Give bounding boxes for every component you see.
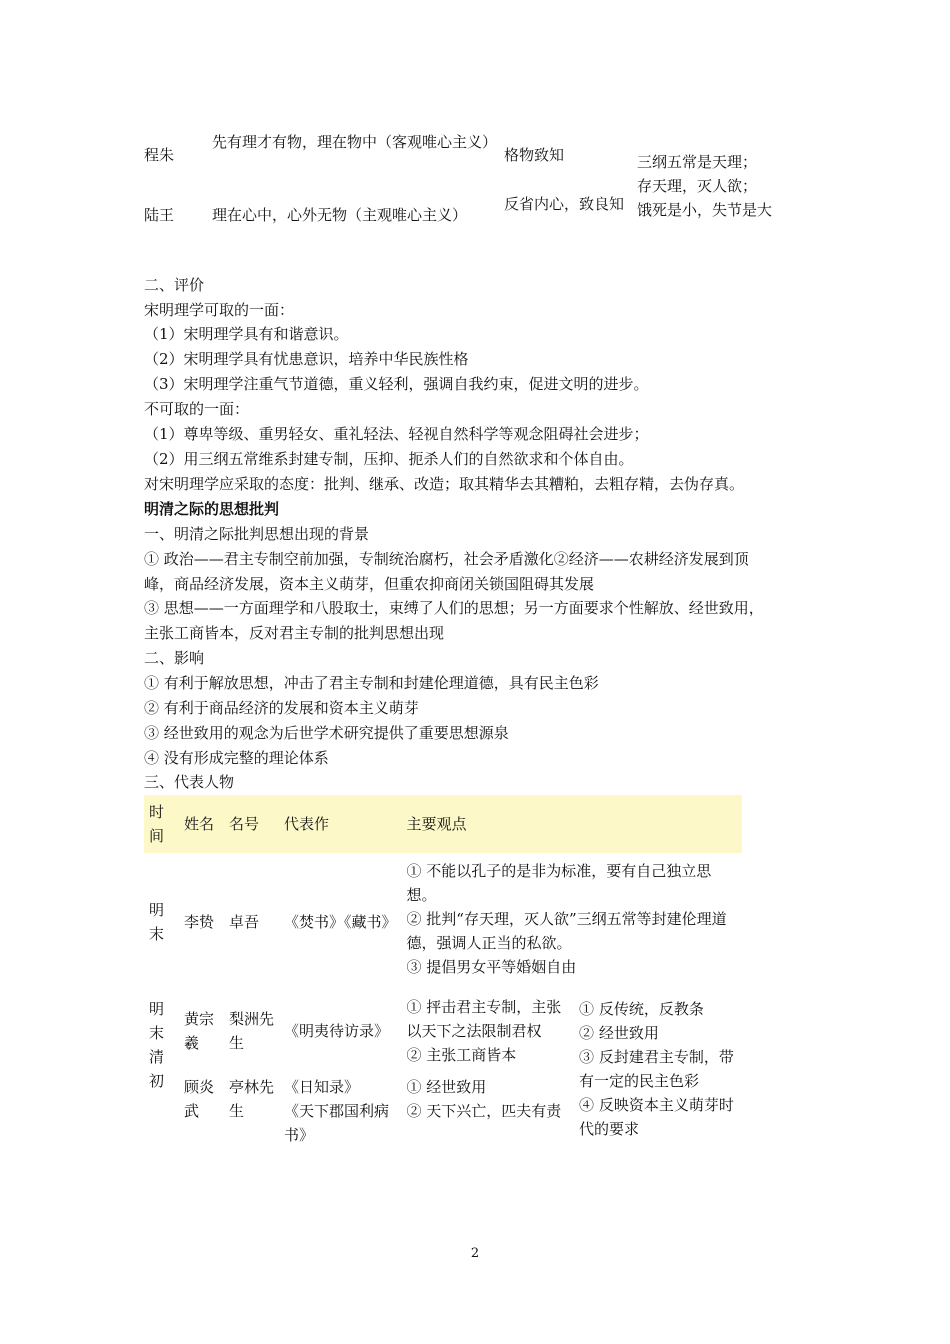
text-line: ③ 思想——一方面理学和八股取士，束缚了人们的思想；另一方面要求个性解放、经世致用，: [144, 599, 764, 617]
text-line: （1）宋明理学具有和谐意识。: [144, 325, 349, 343]
text-line: ④ 没有形成完整的理论体系: [144, 749, 329, 767]
header-name: 姓名: [179, 795, 224, 853]
text-line: ② 有利于商品经济的发展和资本主义萌芽: [144, 699, 419, 717]
school-lu-wang: 陆王: [144, 206, 175, 224]
name-cell: 黄宗羲: [184, 1010, 215, 1052]
people-table: [144, 795, 742, 1151]
top-table: [144, 128, 794, 250]
views-cell: ① 不能以孔子的是非为标准，要有自己独立思想。 ② 批判“存天理，灭人欲”三纲五常等封建伦理道德，强调人正当的私欲。 ③ 提倡男女平等婚姻自由: [406, 862, 727, 976]
method-lu-wang: 反省内心，致良知: [504, 195, 625, 213]
text-line: ③ 经世致用的观念为后世学术研究提供了重要思想源泉: [144, 724, 509, 742]
text-line: 二、影响: [144, 649, 205, 667]
page-number: 2: [470, 1246, 480, 1261]
text-line: 三、代表人物: [144, 773, 235, 791]
name-cell: 顾炎武: [184, 1078, 215, 1120]
views-cell: ① 抨击君主专制，主张以天下之法限制君权 ② 主张工商皆本: [406, 998, 562, 1064]
school-cheng-zhu: 程朱: [144, 146, 175, 164]
name-cell: 李贽: [184, 913, 215, 931]
table-row: [144, 853, 742, 991]
header-works: 代表作: [279, 795, 402, 853]
text-line: （3）宋明理学注重气节道德，重义轻利，强调自我约束，促进文明的进步。: [144, 375, 649, 393]
works-cell: 《日知录》 《天下郡国利病书》: [284, 1078, 390, 1144]
text-line: （2）宋明理学具有忧患意识，培养中华民族性格: [144, 350, 469, 368]
table-row: [144, 991, 742, 1071]
works-cell: 《焚书》《藏书》: [284, 913, 397, 931]
heading-evaluation: 二、评价: [144, 276, 205, 294]
common-views-cell: ① 反传统，反教条 ② 经世致用 ③ 反封建君主专制，带有一定的民主色彩 ④ 反映资本主义萌芽时代的要求: [579, 1000, 734, 1138]
section-title: 明清之际的思想批判: [144, 500, 280, 518]
header-views: 主要观点: [402, 795, 742, 853]
method-cheng-zhu: 格物致知: [504, 146, 565, 164]
text-line: （2）用三纲五常维系封建专制，压抑、扼杀人们的自然欲求和个体自由。: [144, 450, 634, 468]
text-line: 对宋明理学应采取的态度：批判、继承、改造；取其精华去其糟粕，去粗存精，去伪存真。: [144, 475, 745, 493]
text-line: （1）尊卑等级、重男轻女、重礼轻法、轻视自然科学等观念阻碍社会进步；: [144, 425, 649, 443]
time-cell: 明末: [149, 901, 165, 943]
hao-cell: 卓吾: [229, 913, 260, 931]
text-line: 宋明理学可取的一面：: [144, 301, 295, 319]
text-line: 不可取的一面：: [144, 400, 250, 418]
shared-views: 三纲五常是天理； 存天理，灭人欲； 饿死是小，失节是大: [637, 153, 773, 219]
text-line: ① 有利于解放思想，冲击了君主专制和封建伦理道德，具有民主色彩: [144, 674, 599, 692]
views-cell: ① 经世致用 ② 天下兴亡，匹夫有责: [406, 1078, 562, 1120]
works-cell: 《明夷待访录》: [284, 1022, 390, 1040]
text-line: 一、明清之际批判思想出现的背景: [144, 525, 370, 543]
text-line: ① 政治——君主专制空前加强，专制统治腐朽，社会矛盾激化②经济——农耕经济发展到顶: [144, 550, 749, 568]
time-cell: 明末清初: [149, 1000, 165, 1090]
table-header-row: [144, 795, 742, 853]
header-hao: 名号: [224, 795, 279, 853]
hao-cell: 梨洲先生: [229, 1010, 275, 1052]
theory-lu-wang: 理在心中，心外无物（主观唯心主义）: [212, 206, 468, 224]
text-line: 主张工商皆本，反对君主专制的批判思想出现: [144, 624, 445, 642]
header-time: 时间: [144, 795, 179, 853]
hao-cell: 亭林先生: [229, 1078, 275, 1120]
text-line: 峰，商品经济发展，资本主义萌芽，但重农抑商闭关锁国阻碍其发展: [144, 575, 595, 593]
theory-cheng-zhu: 先有理才有物，理在物中（客观唯心主义）: [212, 133, 498, 151]
